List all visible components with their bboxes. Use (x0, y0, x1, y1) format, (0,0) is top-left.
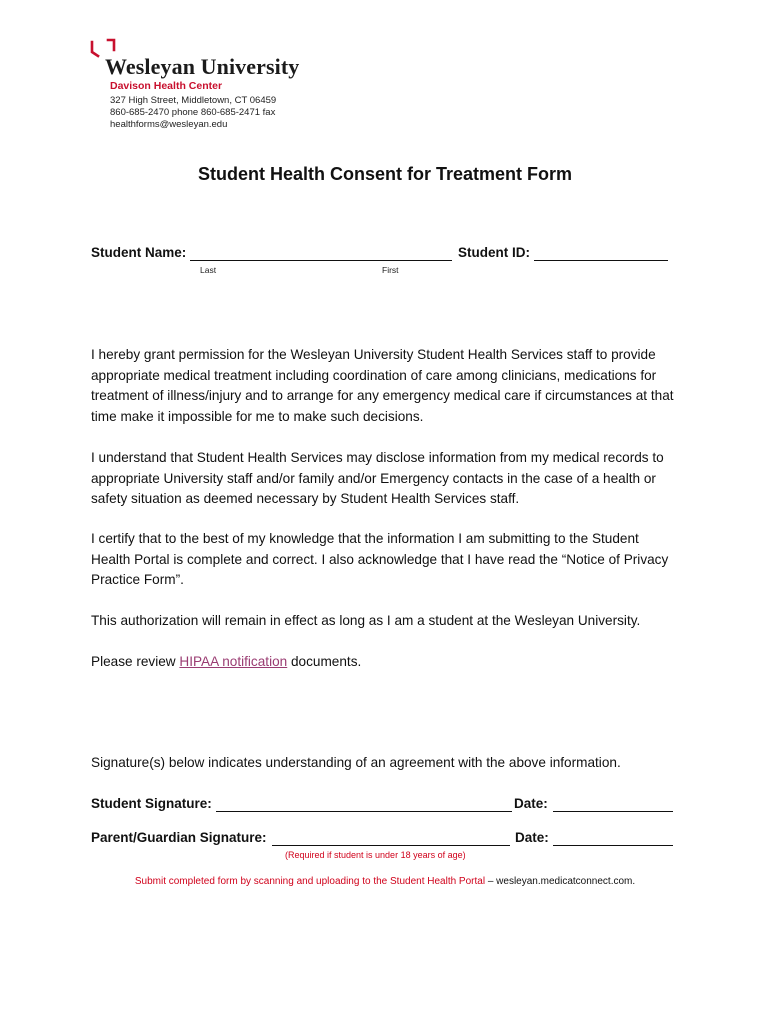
student-signature-label: Student Signature: (91, 796, 212, 811)
parent-required-note: (Required if student is under 18 years of age) (285, 850, 466, 860)
hipaa-notification-link[interactable]: HIPAA notification (179, 654, 288, 669)
university-name: Wesleyan University (105, 54, 300, 79)
submit-instructions-red: Submit completed form by scanning and uploading to the Student Health Portal (134, 876, 486, 887)
student-name-line[interactable] (190, 260, 452, 261)
page-title: Student Health Consent for Treatment Form (197, 164, 573, 184)
consent-paragraph-4: This authorization will remain in effect as long as I am a student at the Wesleyan University. (91, 613, 641, 628)
submit-instructions (0, 876, 770, 887)
student-date-line[interactable] (553, 811, 673, 812)
student-name-label: Student Name: (91, 245, 187, 260)
hipaa-review-line (91, 652, 691, 673)
hipaa-review-prefix: Please review (91, 654, 180, 669)
parent-signature-label: Parent/Guardian Signature: (91, 830, 267, 845)
first-name-caption: First (382, 265, 399, 275)
health-center-name: Davison Health Center (110, 80, 223, 92)
consent-paragraph-3: I certify that to the best of my knowledge that the information I am submitting to the Student Health Portal is complete and correct. I also acknowledge that I have read the “Notice of Privacy Practice Form”. (91, 531, 669, 587)
student-date-label: Date: (514, 796, 548, 811)
student-id-line[interactable] (534, 260, 668, 261)
consent-paragraph-2: I understand that Student Health Services may disclose information from my medical records to appropriate University staff and/or family and/or Emergency contacts in the case of a health or safety situation as deemed necessary by Student Health Services staff. (91, 450, 664, 506)
student-id-label: Student ID: (458, 245, 530, 260)
parent-date-label: Date: (515, 830, 549, 845)
center-address: 327 High Street, Middletown, CT 06459 (110, 95, 277, 106)
parent-date-line[interactable] (553, 845, 673, 846)
consent-paragraph-1: I hereby grant permission for the Wesleyan University Student Health Services staff to provide appropriate medical treatment including coordination of care among clinicians, medications for treatment of illness/injury and to arrange for any emergency medical care if circumstances at that time make it impossible for me to make such decisions. (91, 347, 674, 424)
signature-intro: Signature(s) below indicates understanding of an agreement with the above information. (91, 755, 621, 770)
hipaa-review-suffix: documents. (287, 654, 362, 669)
student-signature-line[interactable] (216, 811, 512, 812)
center-phone-fax: 860-685-2470 phone 860-685-2471 fax (110, 107, 276, 118)
center-email: healthforms@wesleyan.edu (110, 119, 228, 130)
parent-signature-line[interactable] (272, 845, 510, 846)
submit-portal-url: – wesleyan.medicatconnect.com. (485, 876, 636, 887)
last-name-caption: Last (200, 265, 217, 275)
